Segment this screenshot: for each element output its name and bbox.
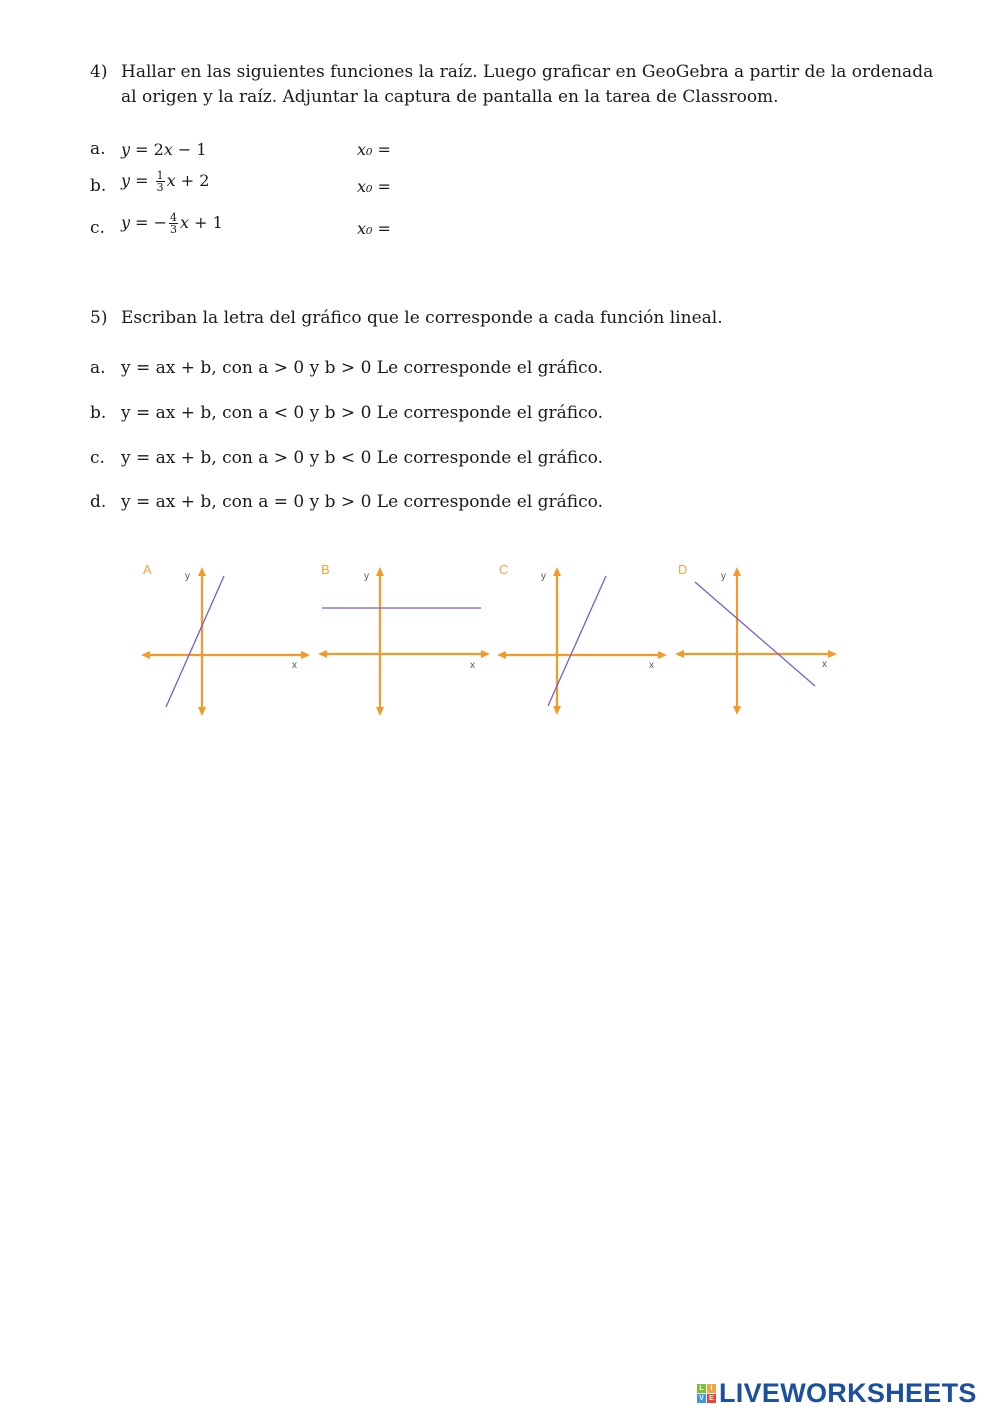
question-4-number: 4) bbox=[90, 62, 108, 82]
item-4b-letter: b. bbox=[90, 176, 107, 196]
item-5b-letter: b. bbox=[90, 403, 107, 423]
item-4a-letter: a. bbox=[90, 139, 106, 159]
eq-rest: − 1 bbox=[172, 140, 207, 159]
graph-d-x-label: x bbox=[822, 659, 827, 670]
answer-label-4a: x₀ = bbox=[357, 140, 391, 159]
eq-equals: = bbox=[130, 171, 154, 190]
eq-rest: + 1 bbox=[189, 213, 223, 232]
fraction-denominator: 3 bbox=[156, 181, 164, 194]
graph-c-y-label: y bbox=[541, 571, 546, 582]
graph-d-function-line bbox=[695, 582, 815, 686]
answer-label-4b: x₀ = bbox=[357, 177, 391, 196]
item-5b-text: y = ax + b, con a < 0 y b > 0 Le corresponde el gráfico. bbox=[121, 403, 604, 423]
graph-b bbox=[322, 571, 486, 712]
item-5a-letter: a. bbox=[90, 358, 106, 378]
logo-cell: E bbox=[707, 1394, 716, 1403]
graph-b-label: B bbox=[321, 562, 330, 577]
question-5-title: Escriban la letra del gráfico que le corresponde a cada función lineal. bbox=[121, 308, 723, 328]
fraction-numerator: 1 bbox=[156, 169, 164, 182]
logo-mark bbox=[697, 1384, 716, 1403]
graph-a bbox=[145, 571, 306, 712]
eq-equals: = bbox=[130, 140, 154, 159]
fraction-denominator: 3 bbox=[170, 223, 178, 236]
eq-rest: + 2 bbox=[175, 171, 210, 190]
graph-c-label: C bbox=[499, 562, 509, 577]
item-5d-text: y = ax + b, con a = 0 y b > 0 Le corresponde el gráfico. bbox=[121, 492, 604, 512]
eq-var-x: x bbox=[180, 213, 190, 232]
question-5-number: 5) bbox=[90, 308, 108, 328]
eq-var-x: x bbox=[163, 140, 173, 159]
graph-a-y-label: y bbox=[185, 571, 190, 582]
graph-a-function-line bbox=[166, 576, 224, 707]
logo-cell: L bbox=[697, 1384, 706, 1393]
eq-var-x: x bbox=[166, 171, 176, 190]
graph-d-label: D bbox=[678, 562, 688, 577]
item-5d-letter: d. bbox=[90, 492, 107, 512]
eq-coef: 2 bbox=[153, 140, 164, 159]
graph-a-label: A bbox=[143, 562, 152, 577]
graph-c bbox=[501, 571, 663, 711]
logo-cell: I bbox=[707, 1384, 716, 1393]
item-5c-text: y = ax + b, con a > 0 y b < 0 Le corresponde el gráfico. bbox=[121, 448, 604, 468]
logo-text: LIVEWORKSHEETS bbox=[719, 1377, 977, 1408]
fraction-numerator: 4 bbox=[170, 211, 178, 224]
answer-label-4c: x₀ = bbox=[357, 219, 391, 238]
graph-d-y-label: y bbox=[721, 571, 726, 582]
question-4-line-1: Hallar en las siguientes funciones la raíz. Luego graficar en GeoGebra a partir de la ordenada bbox=[121, 62, 934, 82]
graph-b-x-label: x bbox=[470, 660, 475, 671]
eq-var-y: y bbox=[121, 140, 131, 159]
item-4c-letter: c. bbox=[90, 218, 105, 238]
logo-cell: V bbox=[697, 1394, 706, 1403]
graph-d bbox=[679, 571, 833, 711]
liveworksheets-logo bbox=[697, 1378, 977, 1408]
graph-a-x-label: x bbox=[292, 660, 297, 671]
item-5a-text: y = ax + b, con a > 0 y b > 0 Le corresponde el gráfico. bbox=[121, 358, 604, 378]
eq-var-y: y bbox=[121, 213, 131, 232]
eq-var-y: y bbox=[121, 171, 131, 190]
graph-b-y-label: y bbox=[364, 571, 369, 582]
question-4-line-2: al origen y la raíz. Adjuntar la captura de pantalla en la tarea de Classroom. bbox=[121, 87, 779, 107]
item-5c-letter: c. bbox=[90, 448, 105, 468]
eq-equals: = − bbox=[130, 213, 168, 232]
graph-c-x-label: x bbox=[649, 660, 654, 671]
